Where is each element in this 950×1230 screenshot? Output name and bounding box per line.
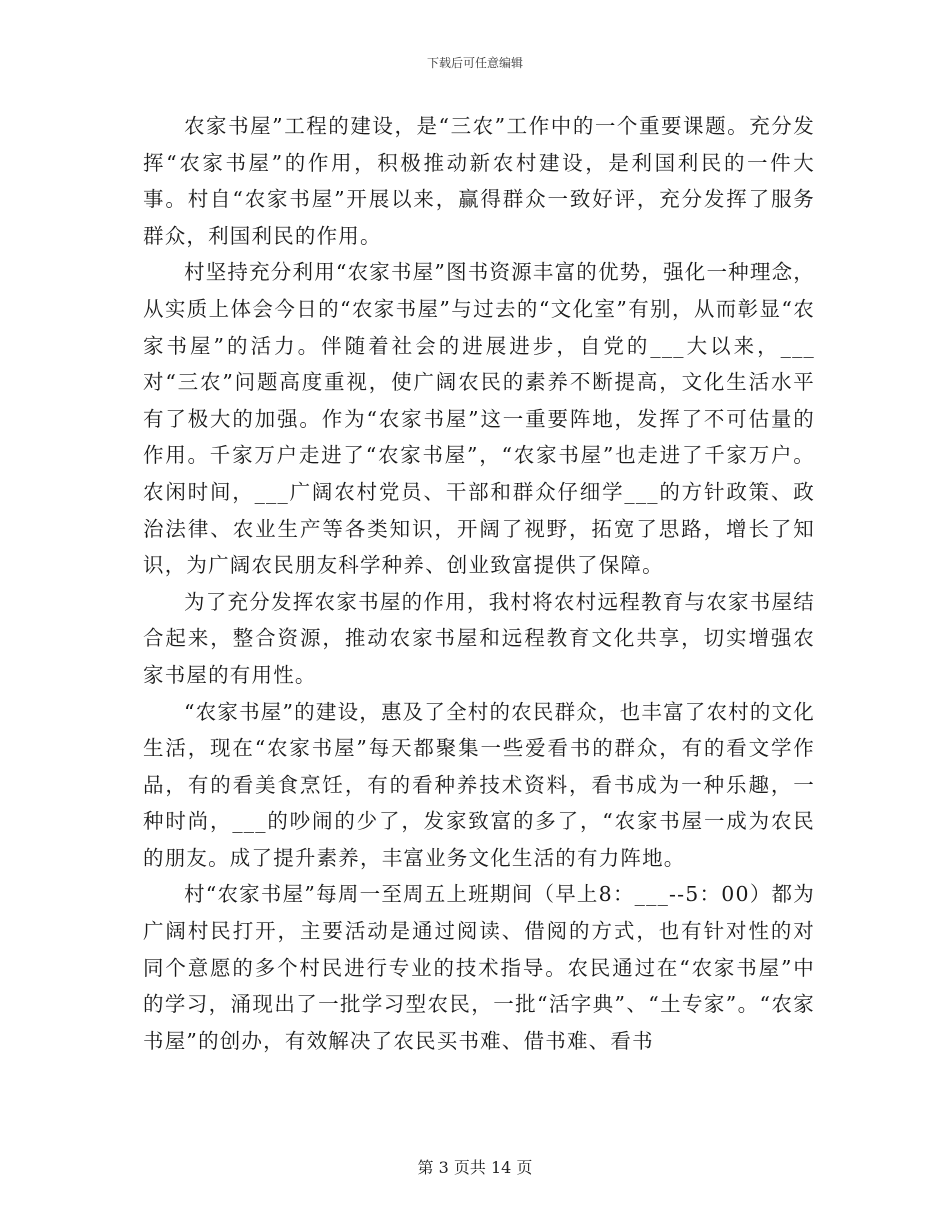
page-footer: 第 3 页共 14 页 <box>417 1158 533 1177</box>
paragraph-1: 农家书屋”工程的建设，是“三农”工作中的一个重要课题。充分发挥“农家书屋”的作用，积极推动新农村建设，是利国利民的一件大事。村自“农家书屋”开展以来，赢得群众一致好评，充分发挥了服务群众，利国利民的作用。 <box>143 114 815 248</box>
paragraph-4: “农家书屋”的建设，惠及了全村的农民群众，也丰富了农村的文化生活，现在“农家书屋”每天都聚集一些爱看书的群众，有的看文学作品，有的看美食烹饪，有的看种养技术资料，看书成为一种乐趣，一种时尚，___的吵闹的少了，发家致富的多了，“农家书屋一成为农民的朋友。成了提升素养，丰富业务文化生活的有力阵地。 <box>143 699 815 870</box>
document-body <box>143 108 815 1059</box>
paragraph-3: 为了充分发挥农家书屋的作用，我村将农村远程教育与农家书屋结合起来，整合资源，推动农家书屋和远程教育文化共享，切实增强农家书屋的有用性。 <box>143 589 815 687</box>
page-header: 下载后可任意编辑 <box>426 56 523 70</box>
paragraph-2: 村坚持充分利用“农家书屋”图书资源丰富的优势，强化一种理念，从实质上体会今日的“农家书屋”与过去的“文化室”有别，从而彰显“农家书屋”的活力。伴随着社会的进展进步，自党的___大以来，___对“三农”问题高度重视，使广阔农民的素养不断提高，文化生活水平有了极大的加强。作为“农家书屋”这一重要阵地，发挥了不可估量的作用。千家万户走进了“农家书屋”，“农家书屋”也走进了千家万户。农闲时间，___广阔农村党员、干部和群众仔细学___的方针政策、政治法律、农业生产等各类知识，开阔了视野，拓宽了思路，增长了知识，为广阔农民朋友科学种养、创业致富提供了保障。 <box>143 260 815 578</box>
paragraph-5: 村“农家书屋”每周一至周五上班期间（早上8：___--5：00）都为广阔村民打开，主要活动是通过阅读、借阅的方式，也有针对性的对同个意愿的多个村民进行专业的技术指导。农民通过在“农家书屋”中的学习，涌现出了一批学习型农民，一批“活字典”、“土专家”。“农家书屋”的创办，有效解决了农民买书难、借书难、看书 <box>143 882 815 1053</box>
